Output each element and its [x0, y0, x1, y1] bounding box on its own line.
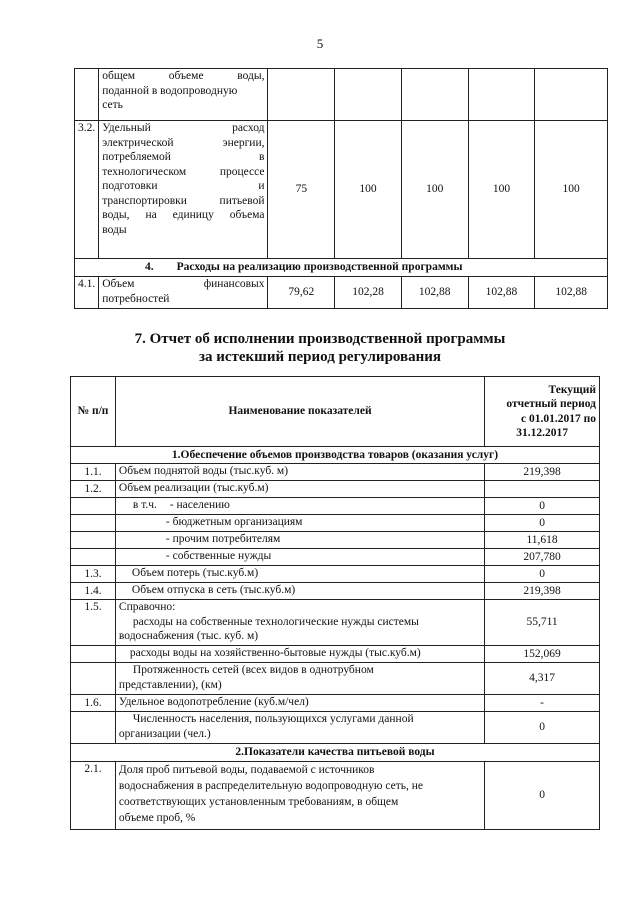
text-line: технологическом процессе: [102, 165, 265, 178]
text-line: Справочно:: [118, 601, 176, 613]
section-row: [71, 744, 600, 762]
table-row: [71, 762, 600, 830]
text-line: Доля проб питьевой воды, подаваемой с источников: [118, 764, 375, 776]
table-row: [71, 566, 600, 583]
value-cell: 11,618: [485, 532, 600, 549]
row-number: 1.3.: [71, 566, 116, 583]
text-line: Удельный расход: [102, 122, 265, 134]
text-line: организации (чел.): [118, 727, 211, 740]
row-number: [71, 532, 116, 549]
table-row: [71, 549, 600, 566]
value-cell: 75: [268, 121, 335, 259]
indicator-name: - прочим потребителям: [115, 532, 484, 549]
section-title: [0, 330, 640, 366]
text-line: водоснабжения (тыс. куб. м): [118, 630, 259, 642]
value-cell: [401, 69, 468, 121]
value-cell: 0: [485, 762, 600, 830]
table-row: [71, 646, 600, 663]
section-heading: 1.Обеспечение объемов производства товаров (оказания услуг): [71, 447, 600, 464]
text-line: соответствующих установленным требованиям, в общем: [118, 796, 399, 808]
text-line: воды: [102, 223, 127, 236]
indicator-name: [115, 762, 484, 830]
value-cell: 100: [401, 121, 468, 259]
text-line: отчетный период: [506, 398, 596, 410]
value-cell: 152,069: [485, 646, 600, 663]
value-cell: 102,88: [468, 277, 535, 309]
text-line: Текущий: [548, 383, 596, 396]
value-cell: 207,780: [485, 549, 600, 566]
report-table: [70, 376, 600, 830]
text-line: Объем финансовых: [102, 278, 265, 290]
row-number: [71, 549, 116, 566]
indicator-name: [99, 121, 268, 259]
row-number: [71, 515, 116, 532]
text-line: Численность населения, пользующихся услугами данной: [132, 713, 414, 725]
item-label: - населению: [169, 499, 230, 511]
value-cell: [468, 69, 535, 121]
text-line: водоснабжения в распределительную водопроводную сеть, не: [118, 780, 423, 792]
header-row: [71, 377, 600, 447]
value-cell: 100: [468, 121, 535, 259]
value-cell: 79,62: [268, 277, 335, 309]
row-number: [71, 646, 116, 663]
value-cell: [335, 69, 402, 121]
text-line: Протяженность сетей (всех видов в однотрубном: [132, 664, 374, 676]
value-cell: 102,88: [535, 277, 608, 309]
table-row: [75, 69, 608, 121]
section-row: [75, 259, 608, 277]
row-number: [71, 712, 116, 744]
text-line: транспортировки питьевой: [102, 194, 265, 207]
table-row: [71, 464, 600, 481]
table-row: [71, 712, 600, 744]
indicator-name: [99, 277, 268, 309]
text-line: сеть: [102, 99, 123, 111]
indicator-name: Объем отпуска в сеть (тыс.куб.м): [115, 583, 484, 600]
row-number: 1.1.: [71, 464, 116, 481]
indicator-name: Объем потерь (тыс.куб.м): [115, 566, 484, 583]
row-number: 3.2.: [75, 121, 99, 259]
value-cell: [485, 481, 600, 498]
text-line: с 01.01.2017 по: [521, 412, 596, 425]
value-cell: 102,28: [335, 277, 402, 309]
value-cell: 219,398: [485, 464, 600, 481]
value-cell: 55,711: [485, 600, 600, 646]
indicator-name: - бюджетным организациям: [115, 515, 484, 532]
indicator-name: Объем реализации (тыс.куб.м): [115, 481, 484, 498]
indicator-name: расходы воды на хозяйственно-бытовые нужды (тыс.куб.м): [115, 646, 484, 663]
value-cell: 0: [485, 515, 600, 532]
value-cell: 0: [485, 498, 600, 515]
section-heading: 4. Расходы на реализацию производственной программы: [75, 259, 608, 277]
indicator-name: [115, 498, 484, 515]
value-cell: [268, 69, 335, 121]
indicator-name: [115, 712, 484, 744]
row-number: 1.2.: [71, 481, 116, 498]
table-row: [71, 663, 600, 695]
indicators-table-continued: [74, 68, 608, 309]
section-heading: 2.Показатели качества питьевой воды: [71, 744, 600, 762]
header-period: [485, 377, 600, 447]
indicator-name: Удельное водопотребление (куб.м/чел): [115, 695, 484, 712]
table-row: [71, 515, 600, 532]
indicator-name: - собственные нужды: [115, 549, 484, 566]
table-row: [71, 600, 600, 646]
header-name: Наименование показателей: [115, 377, 484, 447]
value-cell: [535, 69, 608, 121]
text-line: потребляемой в: [102, 151, 265, 163]
text-line: расходы на собственные технологические нужды системы: [132, 615, 419, 628]
value-cell: 219,398: [485, 583, 600, 600]
row-number: 1.5.: [71, 600, 116, 646]
row-number: 2.1.: [71, 762, 116, 830]
indicator-name: [99, 69, 268, 121]
text-line: подготовки и: [102, 180, 265, 192]
indicator-name: [115, 663, 484, 695]
row-number: [71, 663, 116, 695]
value-cell: -: [485, 695, 600, 712]
row-number: 1.4.: [71, 583, 116, 600]
text-line: общем объеме воды,: [102, 70, 265, 82]
title-line: за истекший период регулирования: [198, 349, 442, 365]
text-line: воды, на единицу объема: [102, 209, 265, 221]
indicator-name: [115, 600, 484, 646]
text-line: 31.12.2017: [516, 427, 568, 439]
table-row: [71, 695, 600, 712]
row-number: 4.1.: [75, 277, 99, 309]
value-cell: 0: [485, 712, 600, 744]
text-line: электрической энергии,: [102, 136, 265, 149]
value-cell: 0: [485, 566, 600, 583]
table-row: [75, 121, 608, 259]
value-cell: 100: [335, 121, 402, 259]
table-row: [71, 481, 600, 498]
text-line: поданной в водопроводную: [102, 84, 238, 97]
row-number: 1.6.: [71, 695, 116, 712]
section-row: [71, 447, 600, 464]
value-cell: 102,88: [401, 277, 468, 309]
text-line: потребностей: [102, 292, 170, 305]
table-row: [71, 532, 600, 549]
table-row: [71, 498, 600, 515]
title-line: 7. Отчет об исполнении производственной программы: [134, 331, 506, 347]
value-cell: 100: [535, 121, 608, 259]
row-number: [75, 69, 99, 121]
row-number: [71, 498, 116, 515]
text-line: представлении), (км): [118, 678, 222, 691]
header-number: № п/п: [71, 377, 116, 447]
table-row: [75, 277, 608, 309]
value-cell: 4,317: [485, 663, 600, 695]
table-row: [71, 583, 600, 600]
text-line: объеме проб, %: [118, 812, 196, 824]
page-number: 5: [316, 36, 324, 51]
indicator-name: Объем поднятой воды (тыс.куб. м): [115, 464, 484, 481]
prefix-label: в т.ч.: [132, 499, 157, 511]
